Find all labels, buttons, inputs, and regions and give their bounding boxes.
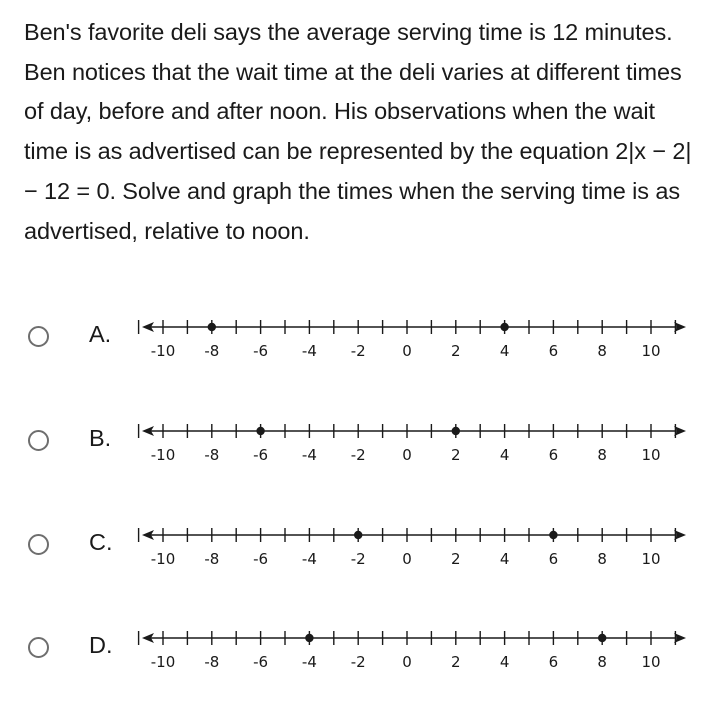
number-line-d (140, 628, 690, 684)
tick-label: 2 (451, 342, 461, 360)
tick-label: 8 (597, 342, 607, 360)
solution-point (208, 323, 216, 331)
option-letter-a: A. (89, 321, 112, 347)
solution-point (354, 531, 362, 539)
tick-label: 4 (499, 446, 510, 464)
tick-label: 8 (597, 653, 607, 671)
tick-label: -8 (204, 342, 220, 360)
tick-label: 10 (641, 342, 661, 360)
tick-label: 10 (641, 653, 661, 671)
tick-label: 0 (402, 446, 412, 464)
option-c[interactable] (0, 529, 710, 614)
option-letter-d: D. (89, 632, 113, 658)
option-letter-c: C. (89, 529, 113, 555)
radio-button-d[interactable] (28, 637, 49, 658)
tick-label: -6 (253, 342, 269, 360)
tick-label: -10 (150, 550, 176, 568)
option-b[interactable] (0, 425, 710, 510)
number-line-b (140, 421, 690, 477)
radio-button-c[interactable] (28, 534, 49, 555)
tick-label: -2 (350, 342, 366, 360)
tick-label: 8 (597, 446, 607, 464)
solution-point (256, 427, 264, 435)
tick-label: -8 (204, 653, 220, 671)
tick-label: 10 (641, 446, 661, 464)
tick-label: 0 (402, 653, 412, 671)
tick-label: -4 (301, 653, 317, 671)
tick-label: 10 (641, 550, 661, 568)
number-line-a (140, 317, 690, 373)
tick-label: 6 (548, 446, 559, 464)
tick-label: -6 (253, 446, 269, 464)
tick-label: -4 (301, 446, 317, 464)
number-line-c (140, 525, 690, 581)
option-d[interactable] (0, 632, 710, 717)
tick-label: 0 (402, 550, 412, 568)
tick-label: -4 (301, 342, 317, 360)
tick-label: 4 (499, 342, 510, 360)
question-text: Ben's favorite deli says the average serving time is 12 minutes. Ben notices that the wait time at the deli varies at different times of day, before and after noon. His observations when the wait time is as advertised can be represented by the equation 2|x − 2| − 12 = 0. Solve and graph the times when the serving time is as advertised, relative to noon. (24, 19, 692, 244)
tick-label: 2 (451, 446, 461, 464)
tick-label: 6 (548, 550, 559, 568)
tick-label: -10 (150, 342, 176, 360)
solution-point (598, 634, 606, 642)
tick-label: 4 (499, 550, 510, 568)
tick-label: -4 (301, 550, 317, 568)
option-a[interactable] (0, 321, 710, 406)
tick-label: -2 (350, 550, 366, 568)
tick-label: 2 (451, 550, 461, 568)
radio-button-b[interactable] (28, 430, 49, 451)
tick-label: 0 (402, 342, 412, 360)
solution-point (452, 427, 460, 435)
radio-button-a[interactable] (28, 326, 49, 347)
tick-label: -6 (253, 653, 269, 671)
tick-label: -10 (150, 446, 176, 464)
solution-point (549, 531, 557, 539)
tick-label: -8 (204, 550, 220, 568)
solution-point (500, 323, 508, 331)
tick-label: 8 (597, 550, 607, 568)
tick-label: -8 (204, 446, 220, 464)
tick-label: -10 (150, 653, 176, 671)
tick-label: 2 (451, 653, 461, 671)
tick-label: 6 (548, 342, 559, 360)
tick-label: 6 (548, 653, 559, 671)
tick-label: -2 (350, 446, 366, 464)
tick-label: -2 (350, 653, 366, 671)
tick-label: 4 (499, 653, 510, 671)
tick-label: -6 (253, 550, 269, 568)
option-letter-b: B. (89, 425, 112, 451)
solution-point (305, 634, 313, 642)
